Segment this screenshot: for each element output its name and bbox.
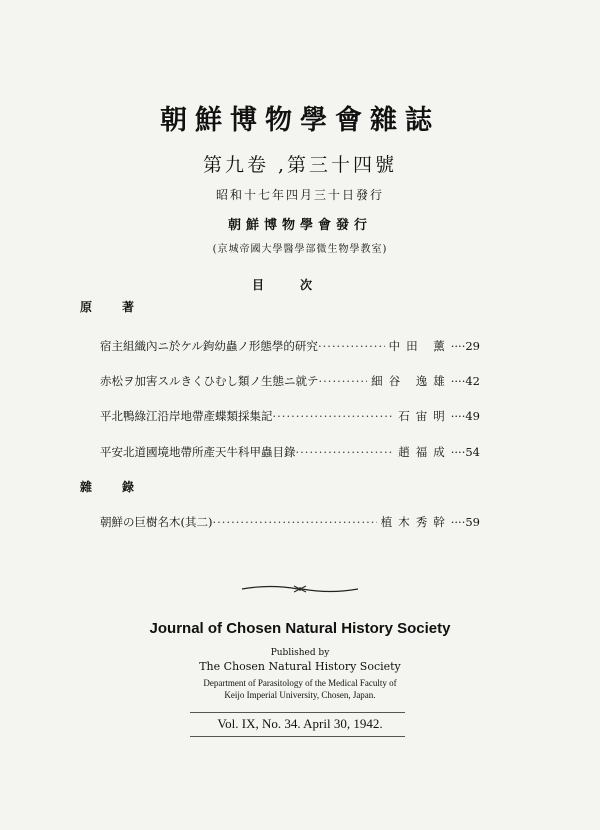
- toc-entry-page: ····42: [450, 374, 480, 388]
- publisher-japanese: 朝鮮博物學會發行: [227, 218, 372, 233]
- toc-entry[interactable]: [100, 338, 480, 354]
- toc-entry-title: 朝鮮の巨樹名木(其二): [100, 515, 213, 529]
- volume-issue-english: Vol. IX, No. 34. April 30, 1942.: [217, 716, 383, 731]
- toc-entry-title: 赤松ヲ加害スルきくひむし類ノ生態ニ就テ: [100, 374, 319, 388]
- department-english-line-1: Department of Parasitology of the Medical Faculty of: [203, 678, 397, 688]
- decorative-divider-ornament: [240, 582, 360, 596]
- dot-leader: [212, 515, 376, 529]
- toc-entry-author: 植木秀幹: [380, 515, 451, 529]
- toc-entry-title: 平北鴨綠江沿岸地帶產蝶類採集記: [100, 409, 273, 423]
- divider-line: [190, 736, 405, 737]
- toc-entry-title: 宿主組織內ニ於ケル鉤幼蟲ノ形態學的研究: [100, 339, 318, 353]
- toc-entry-page: ····59: [450, 515, 480, 529]
- published-by-label: Published by: [270, 648, 330, 658]
- department-english-line-2: Keijo Imperial University, Chosen, Japan.: [224, 690, 376, 700]
- table-of-contents-heading: 目次: [251, 278, 348, 292]
- toc-entry-author: 石宙明: [398, 409, 451, 423]
- journal-title-english: Journal of Chosen Natural History Society: [149, 620, 451, 637]
- toc-entry-author: 趙福成: [398, 445, 451, 459]
- toc-entry[interactable]: [100, 444, 480, 460]
- section-label-original-papers: 原著: [80, 300, 165, 314]
- toc-entry-author: 細谷 逸雄: [371, 374, 451, 388]
- toc-entry-page: ····29: [450, 339, 480, 353]
- publisher-english: The Chosen Natural History Society: [199, 660, 401, 673]
- dot-leader: [296, 445, 395, 459]
- toc-entry-author: 中田 薰: [388, 339, 451, 353]
- dot-leader: [273, 409, 395, 423]
- toc-entry[interactable]: [100, 373, 480, 389]
- toc-entry[interactable]: [100, 514, 480, 530]
- toc-entry-page: ····49: [450, 409, 480, 423]
- divider-line: [190, 712, 405, 713]
- dot-leader: [319, 374, 368, 388]
- toc-entry[interactable]: [100, 408, 480, 424]
- department-japanese: (京城帝國大學醫學部微生物學教室): [212, 244, 388, 255]
- journal-title-japanese: 朝鮮博物學會雜誌: [160, 105, 440, 136]
- volume-number-japanese: 第九卷 ,第三十四號: [202, 154, 398, 176]
- publication-date-japanese: 昭和十七年四月三十日發行: [215, 188, 384, 202]
- toc-entry-page: ····54: [450, 445, 480, 459]
- dot-leader: [318, 339, 385, 353]
- toc-entry-title: 平安北道國境地帶所產天牛科甲蟲目錄: [100, 445, 296, 459]
- section-label-miscellanea: 雜錄: [80, 480, 165, 494]
